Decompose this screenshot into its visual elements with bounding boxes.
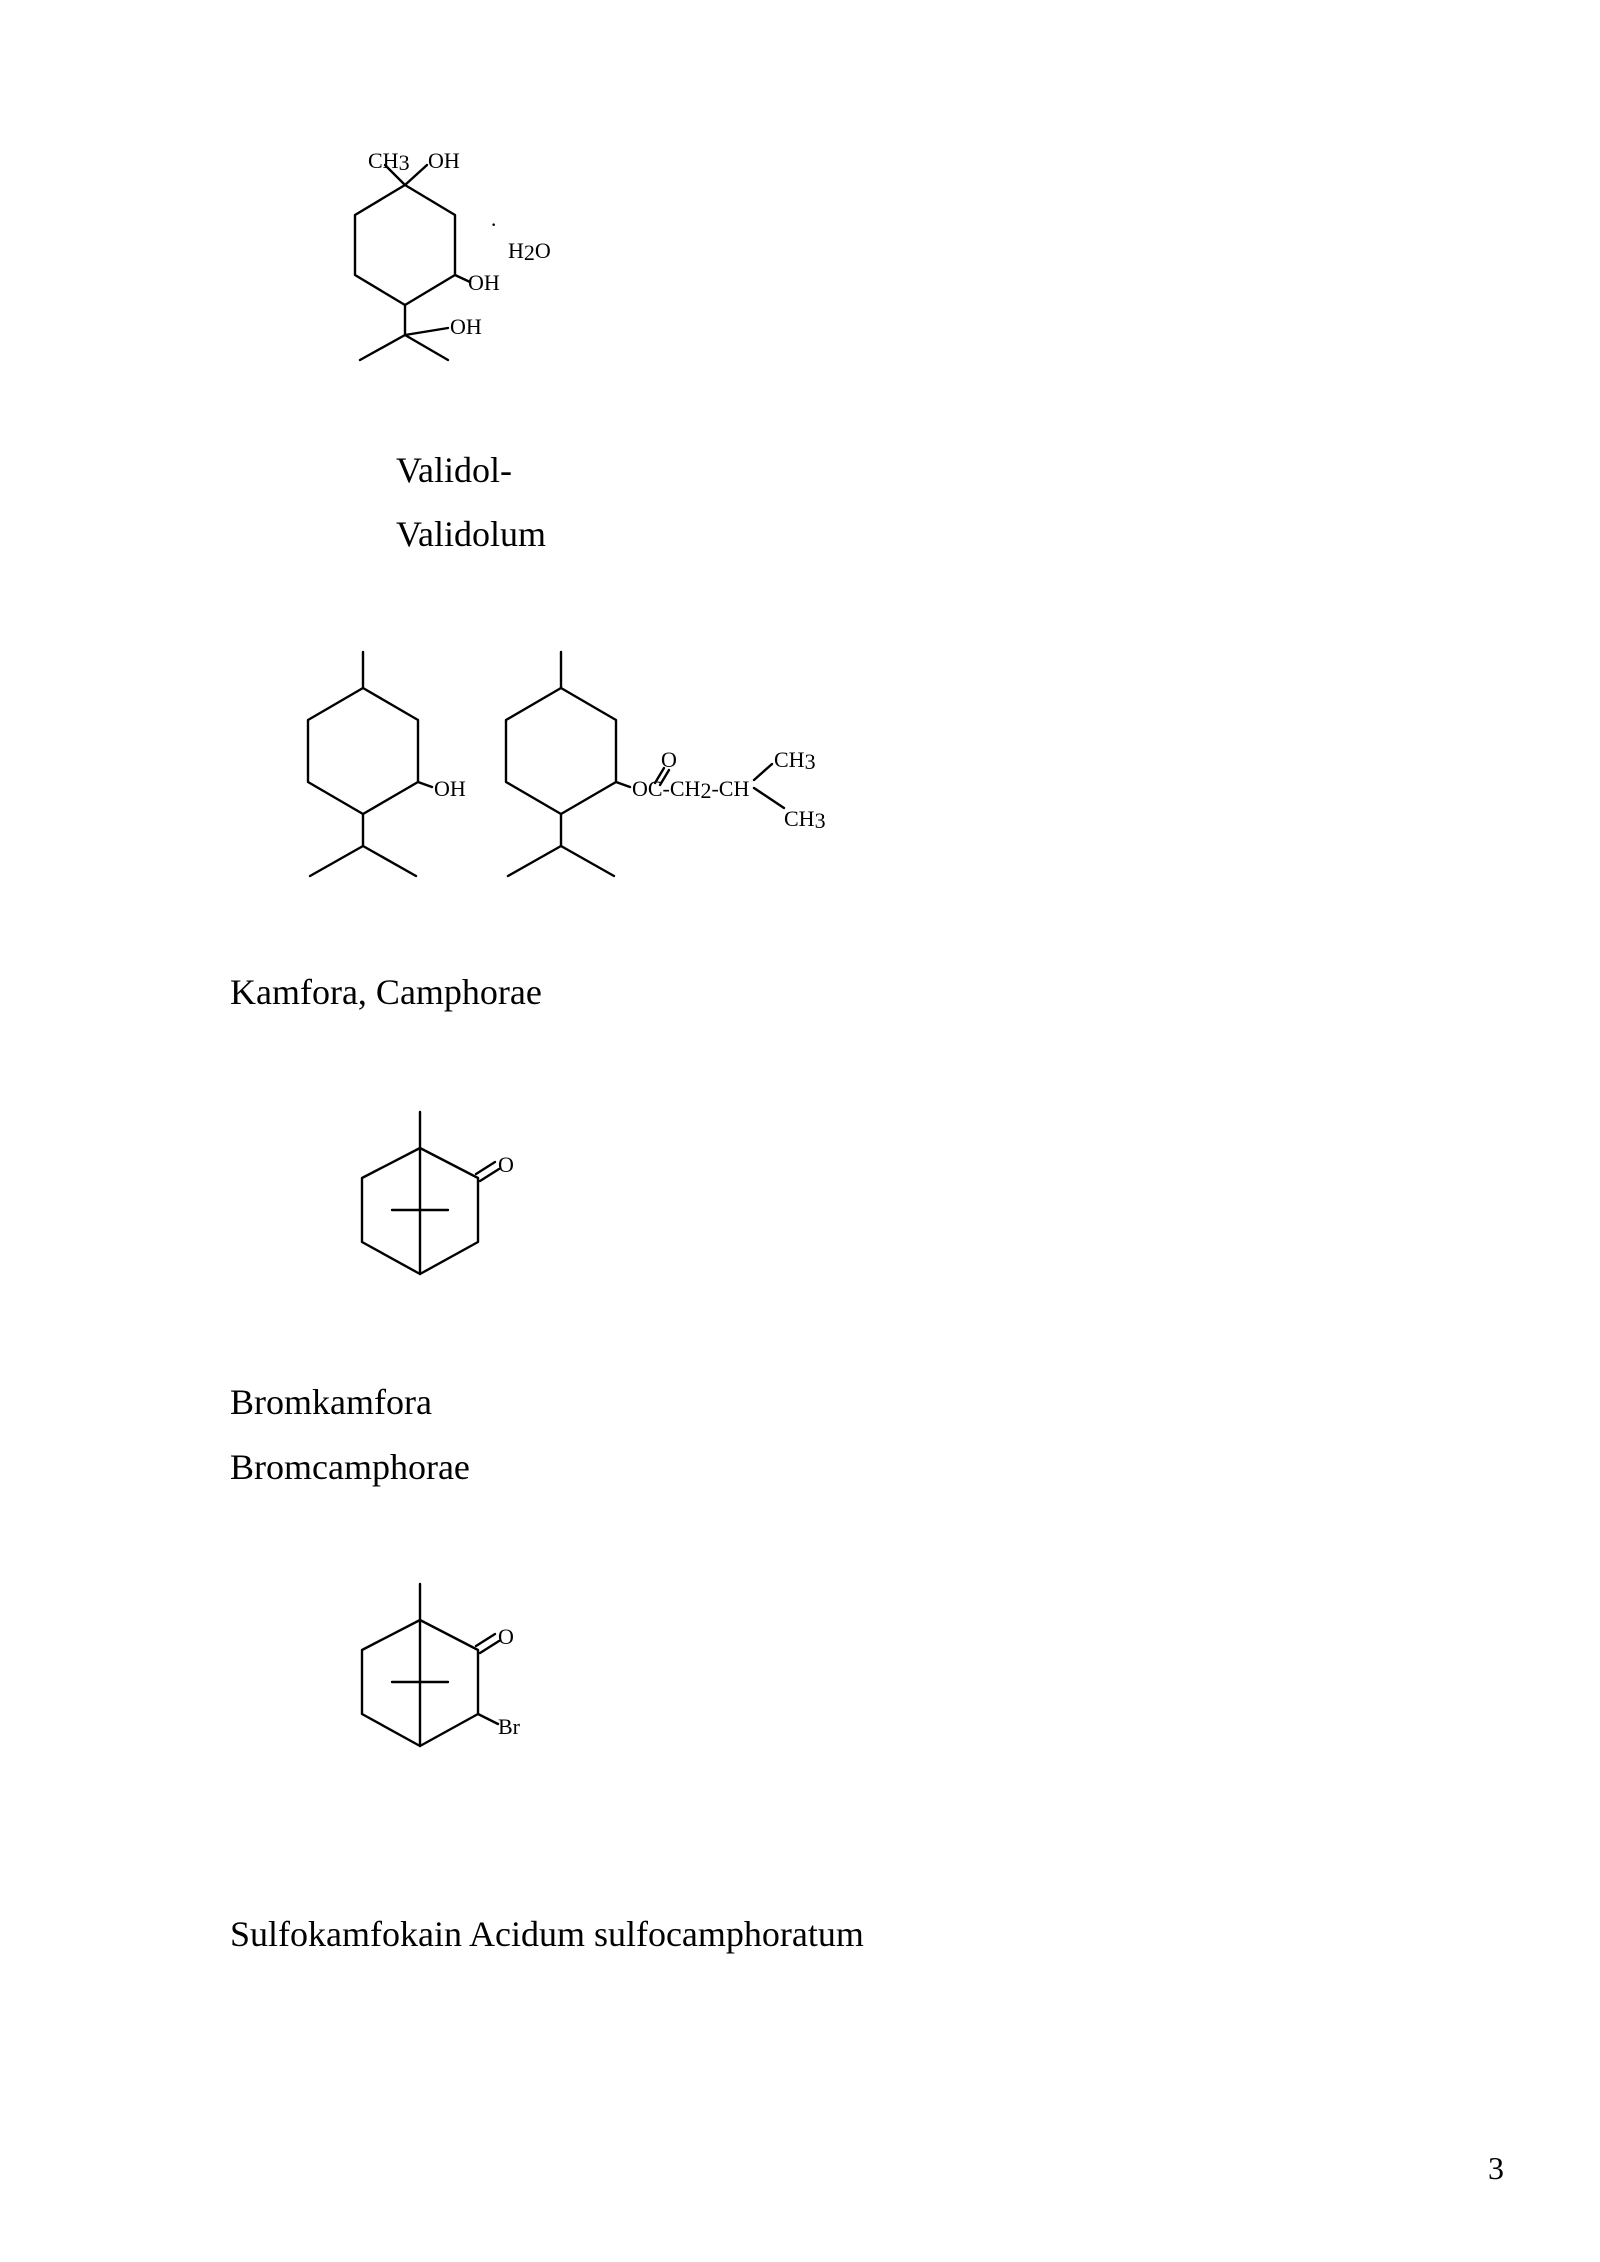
carbonyl-o-label: O (498, 1624, 514, 1649)
water-label: H2O (508, 238, 551, 265)
ch3-label: CH3 (784, 806, 826, 833)
terpin-hydrate-structure (340, 140, 600, 380)
ch3-label: CH3 (368, 148, 410, 175)
validol-caption-line2: Validolum (396, 514, 546, 554)
oh-label: OH (428, 148, 460, 173)
camphor-caption: Kamfora, Camphorae (230, 972, 542, 1012)
bromcamphor-structure (350, 1582, 570, 1772)
oh-label: OH (450, 314, 482, 339)
carbonyl-o-label: O (498, 1152, 514, 1177)
cyclohexane-ring (355, 185, 455, 305)
oh-label: OH (468, 270, 500, 295)
sulfocamphocain-caption: Sulfokamfokain Acidum sulfocamphoratum (230, 1914, 864, 1954)
oh-label: OH (434, 776, 466, 801)
validol-caption-line1: Validol- (396, 450, 512, 490)
cyclohexane-ring (506, 688, 616, 814)
cyclohexane-ring (308, 688, 418, 814)
menthol-structure (300, 650, 466, 890)
page-number: 3 (1488, 2150, 1504, 2186)
bromcamphor-caption-line1: Bromkamfora (230, 1382, 432, 1422)
dot-separator: · (490, 212, 498, 237)
menthyl-isovalerate-structure (498, 650, 858, 890)
camphor-structure (350, 1110, 550, 1300)
bromcamphor-caption-line2: Bromcamphorae (230, 1447, 470, 1487)
ch3-label: CH3 (774, 747, 816, 774)
bromine-label: Br (498, 1714, 520, 1739)
ester-chain-label: OC-CH2-CH (632, 776, 750, 803)
carbonyl-o-label: O (661, 747, 677, 772)
